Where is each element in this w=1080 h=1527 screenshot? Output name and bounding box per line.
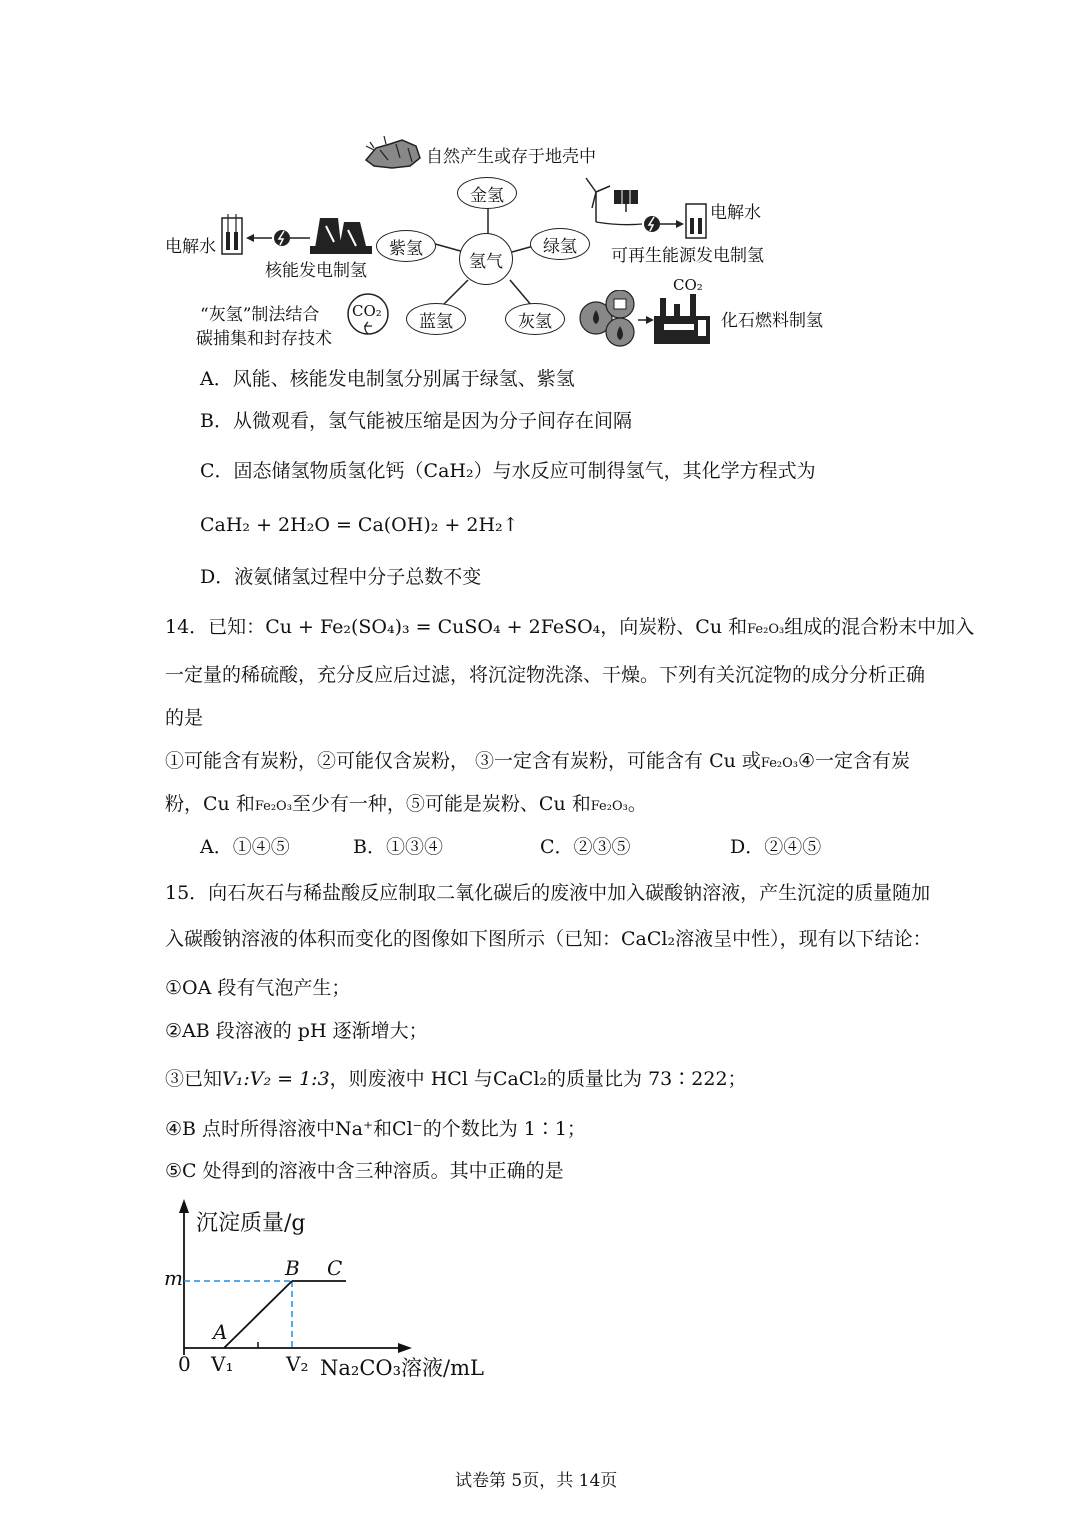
q15-statement-5: ⑤C 处得到的溶液中含三种溶质。其中正确的是	[165, 1160, 564, 1182]
gold-hydrogen-label: 金氢	[470, 185, 504, 206]
q15-s3-post: 的质量比为 73∶222；	[547, 1068, 747, 1090]
q15-s3-ratio: V₁:V₂ = 1:3	[222, 1068, 330, 1090]
q14-stem-mid: ，向炭粉、Cu 和	[600, 616, 748, 638]
q13-option-a: A．风能、核能发电制氢分别属于绿氢、紫氢	[200, 368, 575, 390]
gold-hydrogen-bubble	[457, 177, 517, 209]
purple-hydrogen-bubble	[376, 230, 436, 262]
q15-statement-2: ②AB 段溶液的 pH 逐渐增大；	[165, 1020, 428, 1042]
q13-c-formula: CaH₂	[423, 460, 474, 482]
q14-stmt2-post: 。	[627, 793, 647, 815]
green-hydrogen-label: 绿氢	[543, 236, 577, 257]
point-c-label: C	[327, 1256, 343, 1280]
electrolyzer-icon	[222, 214, 242, 254]
fossil-chain	[578, 290, 718, 348]
q14-stem-post: 组成的混合粉末中加入	[784, 616, 975, 638]
gray-capture-line2: 碳捕集和封存技术	[196, 329, 332, 349]
renewable-chain	[580, 172, 710, 240]
q15-s3-formula: CaCl₂	[492, 1068, 548, 1090]
wind-turbine-icon	[586, 178, 610, 222]
q14-stem-line1	[165, 614, 974, 643]
q15-statement-3	[165, 1066, 747, 1092]
v2-label: V₂	[286, 1352, 309, 1376]
q15-s4-post: 的个数比为 1∶1；	[422, 1118, 586, 1140]
fossil-label: 化石燃料制氢	[721, 311, 823, 331]
q15-stem-line1: 15．向石灰石与稀盐酸反应制取二氧化碳后的废液中加入碳酸钠溶液，产生沉淀的质量随加	[165, 882, 931, 904]
power-icon-right	[644, 216, 660, 232]
q15-line2-pre: 入碳酸钠溶液的体积而变化的图像如下图所示（已知：	[165, 928, 622, 950]
q13-option-b: B．从微观看，氢气能被压缩是因为分子间存在间隔	[200, 410, 632, 432]
rock-icon	[362, 132, 424, 172]
q15-line2-post: 溶液呈中性），现有以下结论：	[675, 928, 932, 950]
q14-equation: Cu + Fe₂(SO₄)₃ = CuSO₄ + 2FeSO₄	[265, 616, 601, 638]
nuclear-plant-icon	[310, 218, 372, 254]
q14-stem-pre: 14．已知：	[165, 616, 266, 638]
blue-hydrogen-label: 蓝氢	[419, 311, 453, 332]
q14-statements-line1	[165, 748, 910, 777]
purple-hydrogen-label: 紫氢	[389, 238, 423, 259]
q14-stmt2-fe2o3a: Fe₂O₃	[254, 799, 292, 814]
nuclear-label: 核能发电制氢	[265, 261, 367, 281]
renewable-label: 可再生能源发电制氢	[611, 246, 764, 266]
co2-left-label: CO₂	[352, 302, 382, 320]
graph-xlabel: Na₂CO₃溶液/mL	[320, 1356, 484, 1380]
q14-fe2o3: Fe₂O₃	[747, 622, 785, 637]
graph-m-label: m	[164, 1266, 183, 1290]
v1-label: V₁	[211, 1352, 234, 1376]
q15-line2-formula: CaCl₂	[621, 928, 676, 950]
q15-s3-mid: ，则废液中 HCl 与	[329, 1068, 493, 1090]
nuclear-chain	[218, 212, 378, 258]
gray-capture-line1: “灰氢”制法结合	[200, 305, 320, 325]
q15-s3-pre: ③已知	[165, 1068, 223, 1090]
q15-stem-line2	[165, 926, 932, 952]
q15-s4-cl: Cl⁻	[392, 1118, 423, 1140]
electrolysis-right-label: 电解水	[710, 203, 761, 223]
q15-statement-1: ①OA 段有气泡产生；	[165, 977, 351, 999]
natural-label: 自然产生或存于地壳中	[426, 147, 596, 167]
q14-option-c: C．②③⑤	[540, 836, 631, 858]
q14-stmt2-fe2o3b: Fe₂O₃	[590, 799, 628, 814]
blue-hydrogen-bubble	[406, 303, 466, 335]
page-footer: 试卷第 5页，共 14页	[455, 1471, 618, 1491]
q15-s4-mid: 和	[373, 1118, 393, 1140]
power-icon	[274, 230, 290, 246]
q13-equation: CaH₂ + 2H₂O = Ca(OH)₂ + 2H₂↑	[200, 514, 519, 536]
q13-c-post: ）与水反应可制得氢气，其化学方程式为	[473, 460, 816, 482]
gray-hydrogen-label: 灰氢	[518, 311, 552, 332]
fossil-fuel-icon	[580, 290, 634, 346]
q14-stmt2-mid: 至少有一种，⑤可能是炭粉、Cu 和	[291, 793, 591, 815]
gray-hydrogen-bubble	[505, 303, 565, 335]
electrolyzer-icon-right	[686, 204, 706, 238]
q14-stem-line2: 一定量的稀硫酸，充分反应后过滤，将沉淀物洗涤、干燥。下列有关沉淀物的成分分析正确	[165, 664, 926, 686]
solar-panel-icon	[614, 190, 638, 212]
q13-option-d: D．液氨储氢过程中分子总数不变	[200, 566, 482, 588]
q14-stmt1-fe2o3: Fe₂O₃	[760, 756, 798, 771]
electrolysis-left-label: 电解水	[165, 237, 216, 257]
segment-ab	[224, 1281, 292, 1348]
y-axis-arrow	[179, 1199, 189, 1213]
q14-option-b: B．①③④	[353, 836, 443, 858]
q13-option-c	[200, 458, 816, 484]
point-a-label: A	[213, 1320, 228, 1344]
q14-stmt1-post: ④一定含有炭	[798, 750, 911, 772]
graph-ylabel: 沉淀质量/g	[196, 1211, 306, 1236]
q15-s4-pre: ④B 点时所得溶液中	[165, 1118, 336, 1140]
co2-right-label: CO₂	[673, 276, 703, 294]
q15-s4-na: Na⁺	[335, 1118, 374, 1140]
q15-statement-4	[165, 1116, 586, 1142]
q14-stem-line3: 的是	[165, 707, 204, 729]
graph-origin-label: 0	[178, 1352, 191, 1376]
hydrogen-center-label: 氢气	[469, 251, 503, 272]
q14-stmt1-pre: ①可能含有炭粉，②可能仅含炭粉， ③一定含有炭粉，可能含有 Cu 或	[165, 750, 761, 772]
point-b-label: B	[285, 1256, 300, 1280]
q14-option-a: A．①④⑤	[200, 836, 290, 858]
q14-stmt2-pre: 粉，Cu 和	[165, 793, 255, 815]
factory-icon	[654, 294, 710, 344]
q14-option-d: D．②④⑤	[730, 836, 822, 858]
q14-statements-line2	[165, 791, 647, 820]
q13-c-pre: C．固态储氢物质氢化钙（	[200, 460, 424, 482]
hydrogen-center-bubble	[459, 233, 513, 285]
